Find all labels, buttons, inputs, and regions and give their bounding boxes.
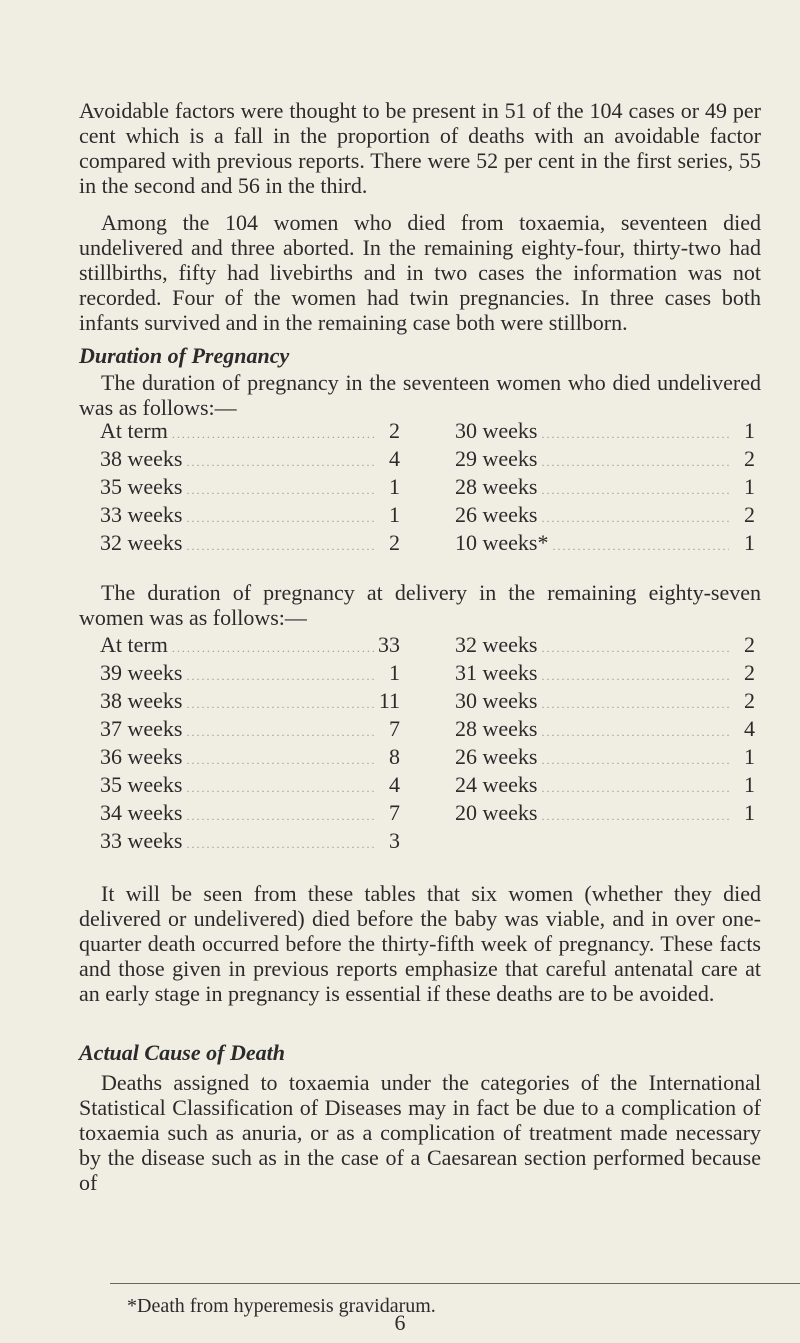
table-undelivered-left-column [100,418,400,558]
table-row [100,772,400,800]
dot-leader [552,539,729,554]
case-count: 2 [744,446,755,471]
duration-label: 32 weeks [455,632,538,657]
dot-leader [186,809,374,824]
duration-label: 36 weeks [100,744,183,769]
dot-leader [186,837,374,852]
duration-label: 30 weeks [455,688,538,713]
duration-label: 20 weeks [455,800,538,825]
duration-label: 33 weeks [100,828,183,853]
table-delivered-left-column [100,632,400,856]
duration-label: 39 weeks [100,660,183,685]
table-row [455,744,755,772]
table-undelivered-right-column [455,418,755,558]
dot-leader [172,641,374,656]
case-count: 4 [389,446,400,471]
duration-label: 30 weeks [455,418,538,443]
duration-label: 28 weeks [455,474,538,499]
dot-leader [172,427,374,442]
duration-label: 10 weeks* [455,530,549,555]
table-undelivered-duration [100,418,755,558]
heading-actual-cause-of-death: Actual Cause of Death [79,1040,285,1065]
duration-label: 38 weeks [100,446,183,471]
duration-label: 32 weeks [100,530,183,555]
duration-label: 38 weeks [100,688,183,713]
case-count: 1 [744,418,755,443]
table-row [100,744,400,772]
case-count: 2 [389,530,400,555]
duration-label: 26 weeks [455,502,538,527]
paragraph-cause-of-death: Deaths assigned to toxaemia under the categories of the International Statistical Classification of Diseases may in fact be due to a complication of toxaemia such as anuria, or as a complication of treatment made necessary by the disease such as in the case of a Caesarean section performed because of [79,1070,761,1195]
case-count: 7 [389,800,400,825]
table-row [455,446,755,474]
table-row [100,446,400,474]
case-count: 3 [389,828,400,853]
table-row [100,828,400,856]
page-number: 6 [394,1310,406,1335]
duration-label: 29 weeks [455,446,538,471]
case-count: 1 [744,744,755,769]
duration-label: 24 weeks [455,772,538,797]
table-row [100,688,400,716]
case-count: 1 [744,474,755,499]
dot-leader [186,781,374,796]
table-row [100,418,400,446]
table-row [100,632,400,660]
table-row [100,716,400,744]
case-count: 4 [389,772,400,797]
paragraph-toxaemia-deaths: Among the 104 women who died from toxaemia, seventeen died undelivered and three aborted. In the remaining eighty-four, thirty-two had stillbirths, fifty had livebirths and in two cases the information was not recorded. Four of the women had twin pregnancies. In three cases both infants survived and in the remaining case both were stillborn. [79,210,761,335]
dot-leader [186,483,374,498]
duration-label: At term [100,418,168,443]
table-row [455,418,755,446]
duration-label: 31 weeks [455,660,538,685]
case-count: 8 [389,744,400,769]
footnote-rule [110,1283,800,1284]
dot-leader [541,641,729,656]
dot-leader [186,697,374,712]
table-row [455,716,755,744]
case-count: 2 [744,632,755,657]
dot-leader [186,669,374,684]
table-row [455,800,755,828]
duration-label: 28 weeks [455,716,538,741]
footnote: *Death from hyperemesis gravidarum. [127,1295,436,1317]
case-count: 1 [389,660,400,685]
duration-label: 37 weeks [100,716,183,741]
table-row [455,772,755,800]
table-delivered-right-column [455,632,755,856]
case-count: 2 [744,502,755,527]
dot-leader [541,753,729,768]
dot-leader [541,725,729,740]
dot-leader [541,809,729,824]
case-count: 1 [744,772,755,797]
duration-label: 35 weeks [100,474,183,499]
case-count: 4 [744,716,755,741]
dot-leader [541,669,729,684]
dot-leader [186,725,374,740]
dot-leader [541,781,729,796]
paragraph-avoidable-factors: Avoidable factors were thought to be present in 51 of the 104 cases or 49 per cent which is a fall in the proportion of deaths with an avoidable factor compared with previous reports. There were 52 per cent in the first series, 55 in the second and 56 in the third. [79,98,761,198]
case-count: 2 [744,660,755,685]
duration-label: 35 weeks [100,772,183,797]
table-row [100,800,400,828]
dot-leader [541,427,729,442]
table-row [455,688,755,716]
dot-leader [186,539,374,554]
table-row [100,502,400,530]
table-row [100,660,400,688]
case-count: 1 [744,800,755,825]
dot-leader [186,455,374,470]
paragraph-undelivered-intro: The duration of pregnancy in the seventeen women who died undelivered was as follows:— [79,370,761,420]
table-row [100,474,400,502]
table-row [455,632,755,660]
dot-leader [541,455,729,470]
duration-label: At term [100,632,168,657]
dot-leader [186,511,374,526]
case-count: 1 [389,474,400,499]
case-count: 11 [378,688,400,713]
table-row [455,502,755,530]
table-row [455,530,755,558]
table-delivered-duration [100,632,755,856]
dot-leader [541,697,729,712]
case-count: 7 [389,716,400,741]
case-count: 2 [744,688,755,713]
paragraph-delivered-intro: The duration of pregnancy at delivery in the remaining eighty-seven women was as follows:— [79,580,761,630]
case-count: 2 [389,418,400,443]
case-count: 1 [744,530,755,555]
dot-leader [541,511,729,526]
case-count: 33 [378,632,400,657]
case-count: 1 [389,502,400,527]
dot-leader [186,753,374,768]
duration-label: 33 weeks [100,502,183,527]
paragraph-conclusions: It will be seen from these tables that six women (whether they died delivered or undelivered) died before the baby was viable, and in over one-quarter death occurred before the thirty-fifth week of pregnancy. These facts and those given in previous reports emphasize that careful antenatal care at an early stage in pregnancy is essential if these deaths are to be avoided. [79,881,761,1006]
table-row [455,474,755,502]
heading-duration-of-pregnancy: Duration of Pregnancy [79,343,290,368]
table-row [455,660,755,688]
dot-leader [541,483,729,498]
duration-label: 26 weeks [455,744,538,769]
duration-label: 34 weeks [100,800,183,825]
table-row [100,530,400,558]
